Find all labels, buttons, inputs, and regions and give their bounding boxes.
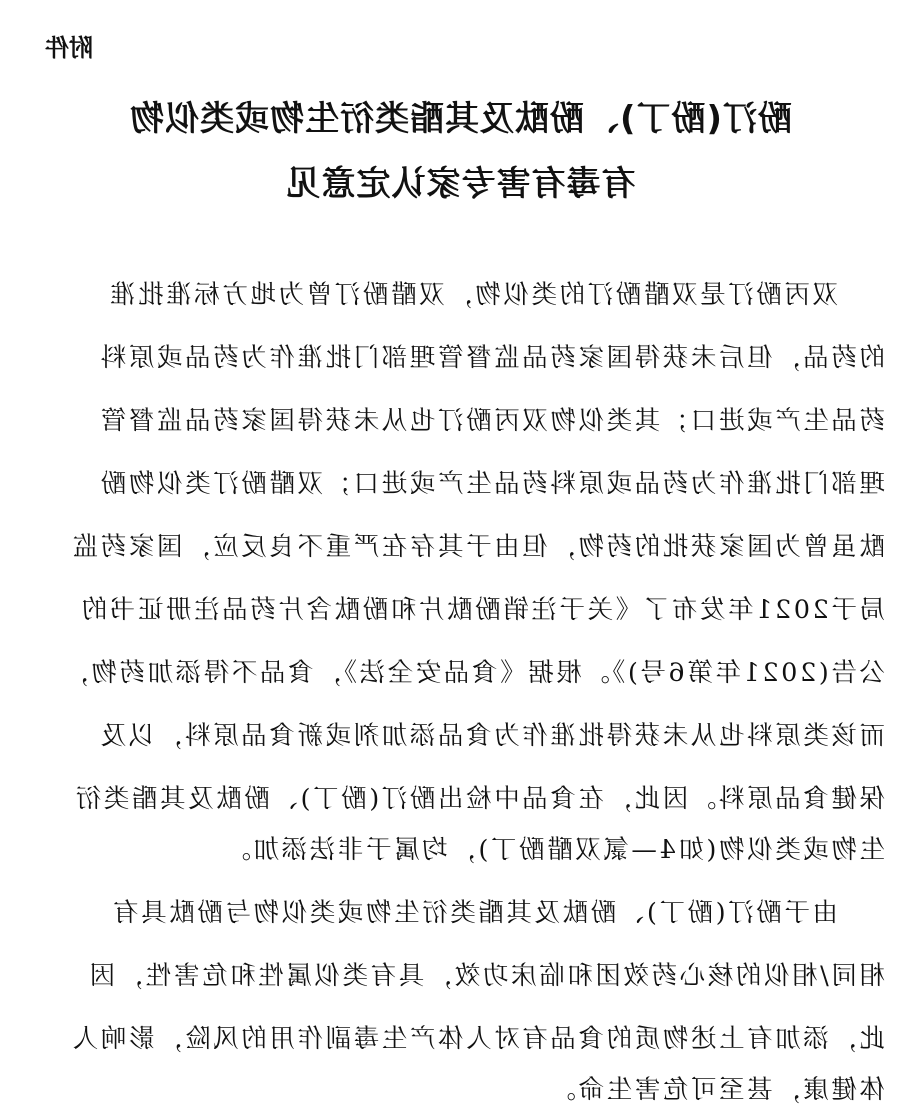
- document-title-line-2: 有毒有害专家认定意见: [285, 164, 636, 204]
- body-line-2: 的药品，但后未获得国家药品监督管理部门批准作为药品或原料: [98, 343, 885, 373]
- body-line-8: 而该类原料也从未获得批准作为食品添加剂或新食品原料，以及: [98, 721, 885, 751]
- body-line-5: 酞虽曾为国家获批的药物，但由于其存在严重不良反应，国家药监: [70, 532, 885, 562]
- body-line-11: 由于酚汀(酚丁)、酚酞及其酯类衍生物或类似物与酚酞具有: [110, 898, 838, 928]
- attachment-label: 附件: [45, 34, 93, 62]
- body-line-12: 相同/相似的核心药效团和临床功效，具有类似属性和危害性，因: [87, 961, 885, 991]
- document-title-line-1: 酚汀(酚丁)、酚酞及其酯类衍生物或类似物: [128, 99, 793, 139]
- body-line-3: 药品生产或进口；其类似物双丙酚汀也从未获得国家药品监督管: [98, 406, 885, 436]
- body-line-6: 局于2021年发布了《关于注销酚酞片和酚酞含片药品注册证书的: [79, 595, 885, 625]
- body-line-13: 此，添加有上述物质的食品有对人体产生毒副作用的风险，影响人: [70, 1024, 885, 1054]
- body-line-4: 理部门批准作为药品或原料药品生产或进口；双醋酚汀类似物酚: [98, 469, 885, 499]
- body-line-10: 生物或类似物(如4—氯双醋酚丁)，均属于非法添加。: [222, 835, 885, 865]
- body-line-1: 双丙酚汀是双醋酚汀的类似物，双醋酚汀曾为地方标准批准: [107, 280, 838, 310]
- body-line-9: 保健食品原料。因此，在食品中检出酚汀(酚丁)、酚酞及其酯类衍: [73, 784, 885, 814]
- body-line-7: 公告(2021年第6号)》。根据《食品安全法》，食品不得添加药物，: [60, 658, 885, 688]
- body-line-14: 体健康，甚至可危害生命。: [547, 1075, 885, 1105]
